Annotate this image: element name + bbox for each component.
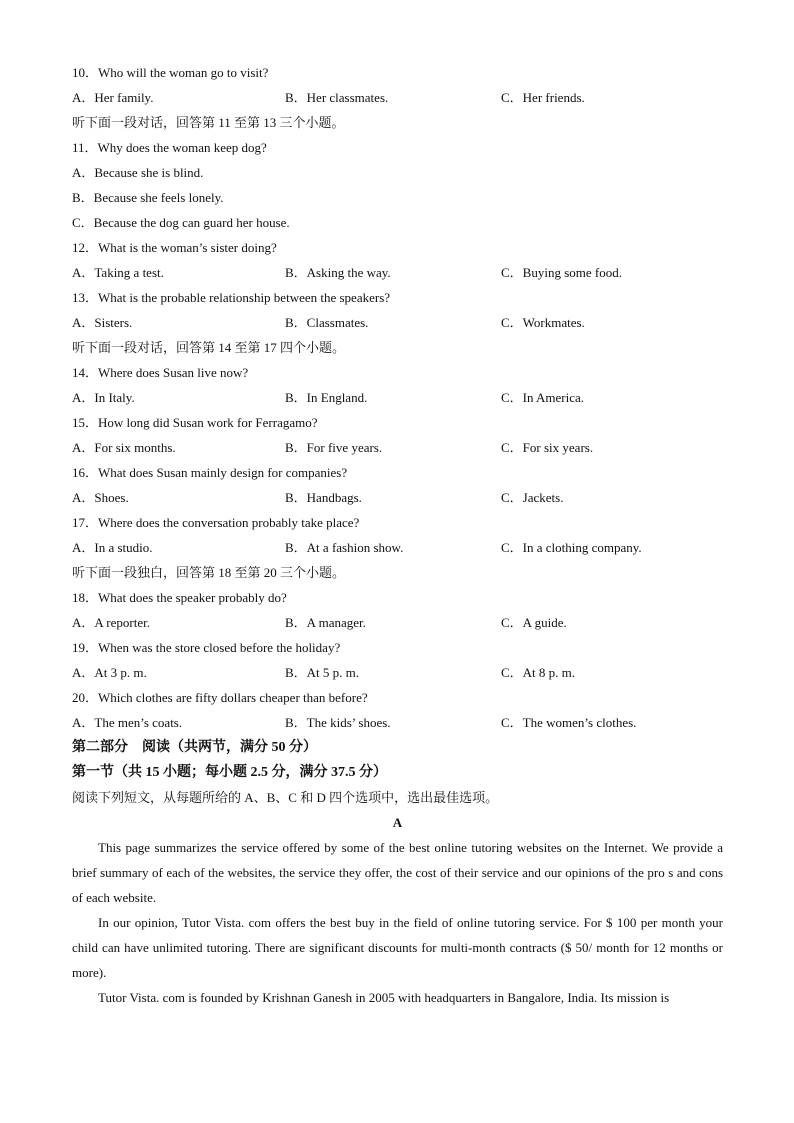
- option-a: A．At 3 p. m.: [72, 665, 147, 680]
- option-a: A．Her family.: [72, 90, 154, 105]
- options-row: [72, 610, 723, 635]
- options-row: [72, 310, 723, 335]
- question-stem: 10．Who will the woman go to visit?: [72, 65, 269, 80]
- option-b: B．The kids’ shoes.: [285, 715, 391, 730]
- option-a: A．Because she is blind.: [72, 165, 204, 180]
- options-row: [72, 660, 723, 685]
- option-b: B．A manager.: [285, 615, 366, 630]
- question-stem: 11．Why does the woman keep dog?: [72, 140, 267, 155]
- question-stem: 17．Where does the conversation probably take place?: [72, 515, 360, 530]
- option-b: B．At a fashion show.: [285, 540, 404, 555]
- question-stem: 18．What does the speaker probably do?: [72, 590, 287, 605]
- option-c: C．Her friends.: [501, 90, 585, 105]
- option-c: C．Jackets.: [501, 490, 564, 505]
- option-b: B．At 5 p. m.: [285, 665, 360, 680]
- option-a: A．In a studio.: [72, 540, 153, 555]
- option-b: B．Classmates.: [285, 315, 369, 330]
- option-a: A．A reporter.: [72, 615, 150, 630]
- options-row: [72, 85, 723, 110]
- option-a: A．Taking a test.: [72, 265, 164, 280]
- option-c: C．A guide.: [501, 615, 567, 630]
- passage-paragraph: Tutor Vista. com is founded by Krishnan Ganesh in 2005 with headquarters in Bangalore, India. Its mission is: [98, 990, 670, 1005]
- option-a: A．In Italy.: [72, 390, 135, 405]
- question-stem: 15．How long did Susan work for Ferragamo?: [72, 415, 318, 430]
- option-c: C．In America.: [501, 390, 585, 405]
- section-instruction: 听下面一段独白，回答第 18 至第 20 三个小题。: [72, 565, 346, 580]
- question-stem: 12．What is the woman’s sister doing?: [72, 240, 277, 255]
- question-stem: 16．What does Susan mainly design for companies?: [72, 465, 348, 480]
- options-row: [72, 435, 723, 460]
- option-b: B．Her classmates.: [285, 90, 389, 105]
- option-b: B．Because she feels lonely.: [72, 190, 224, 205]
- section-instruction: 听下面一段对话，回答第 11 至第 13 三个小题。: [72, 115, 345, 130]
- option-c: C．At 8 p. m.: [501, 665, 576, 680]
- question-stem: 20．Which clothes are fifty dollars cheaper than before?: [72, 690, 368, 705]
- option-c: C．In a clothing company.: [501, 540, 642, 555]
- question-stem: 19．When was the store closed before the holiday?: [72, 640, 341, 655]
- option-a: A．Sisters.: [72, 315, 133, 330]
- options-row: [72, 710, 723, 735]
- options-row: [72, 260, 723, 285]
- exam-page: [72, 60, 723, 1010]
- options-row: [72, 535, 723, 560]
- option-b: B．Asking the way.: [285, 265, 391, 280]
- question-stem: 13．What is the probable relationship between the speakers?: [72, 290, 391, 305]
- option-c: C．Buying some food.: [501, 265, 622, 280]
- option-a: A．For six months.: [72, 440, 176, 455]
- option-b: B．Handbags.: [285, 490, 362, 505]
- option-c: C．The women’s clothes.: [501, 715, 637, 730]
- options-row: [72, 385, 723, 410]
- reading-instruction: 阅读下列短文，从每题所给的 A、B、C 和 D 四个选项中，选出最佳选项。: [72, 790, 499, 805]
- option-b: B．For five years.: [285, 440, 383, 455]
- section-heading: 第一节（共 15 小题；每小题 2.5 分，满分 37.5 分）: [72, 765, 387, 780]
- option-c: C．Workmates.: [501, 315, 585, 330]
- options-row: [72, 485, 723, 510]
- section-instruction: 听下面一段对话，回答第 14 至第 17 四个小题。: [72, 340, 346, 355]
- part-heading: 第二部分 阅读（共两节，满分 50 分）: [72, 740, 317, 755]
- option-a: A．The men’s coats.: [72, 715, 183, 730]
- option-c: C．For six years.: [501, 440, 594, 455]
- option-c: C．Because the dog can guard her house.: [72, 215, 290, 230]
- question-stem: 14．Where does Susan live now?: [72, 365, 249, 380]
- passage-paragraph: This page summarizes the service offered by some of the best online tutoring websites on the Internet. We provide a brief summary of each of the websites, the service they offer, the cost of their service and our opinions of the pro s and cons of each website.: [72, 840, 723, 905]
- passage-label: A: [392, 815, 403, 830]
- option-b: B．In England.: [285, 390, 368, 405]
- passage-paragraph: In our opinion, Tutor Vista. com offers the best buy in the field of online tutoring service. For $ 100 per month your child can have unlimited tutoring. There are significant discounts for multi-month contracts ($ 50/ month for 12 months or more).: [72, 915, 723, 980]
- option-a: A．Shoes.: [72, 490, 129, 505]
